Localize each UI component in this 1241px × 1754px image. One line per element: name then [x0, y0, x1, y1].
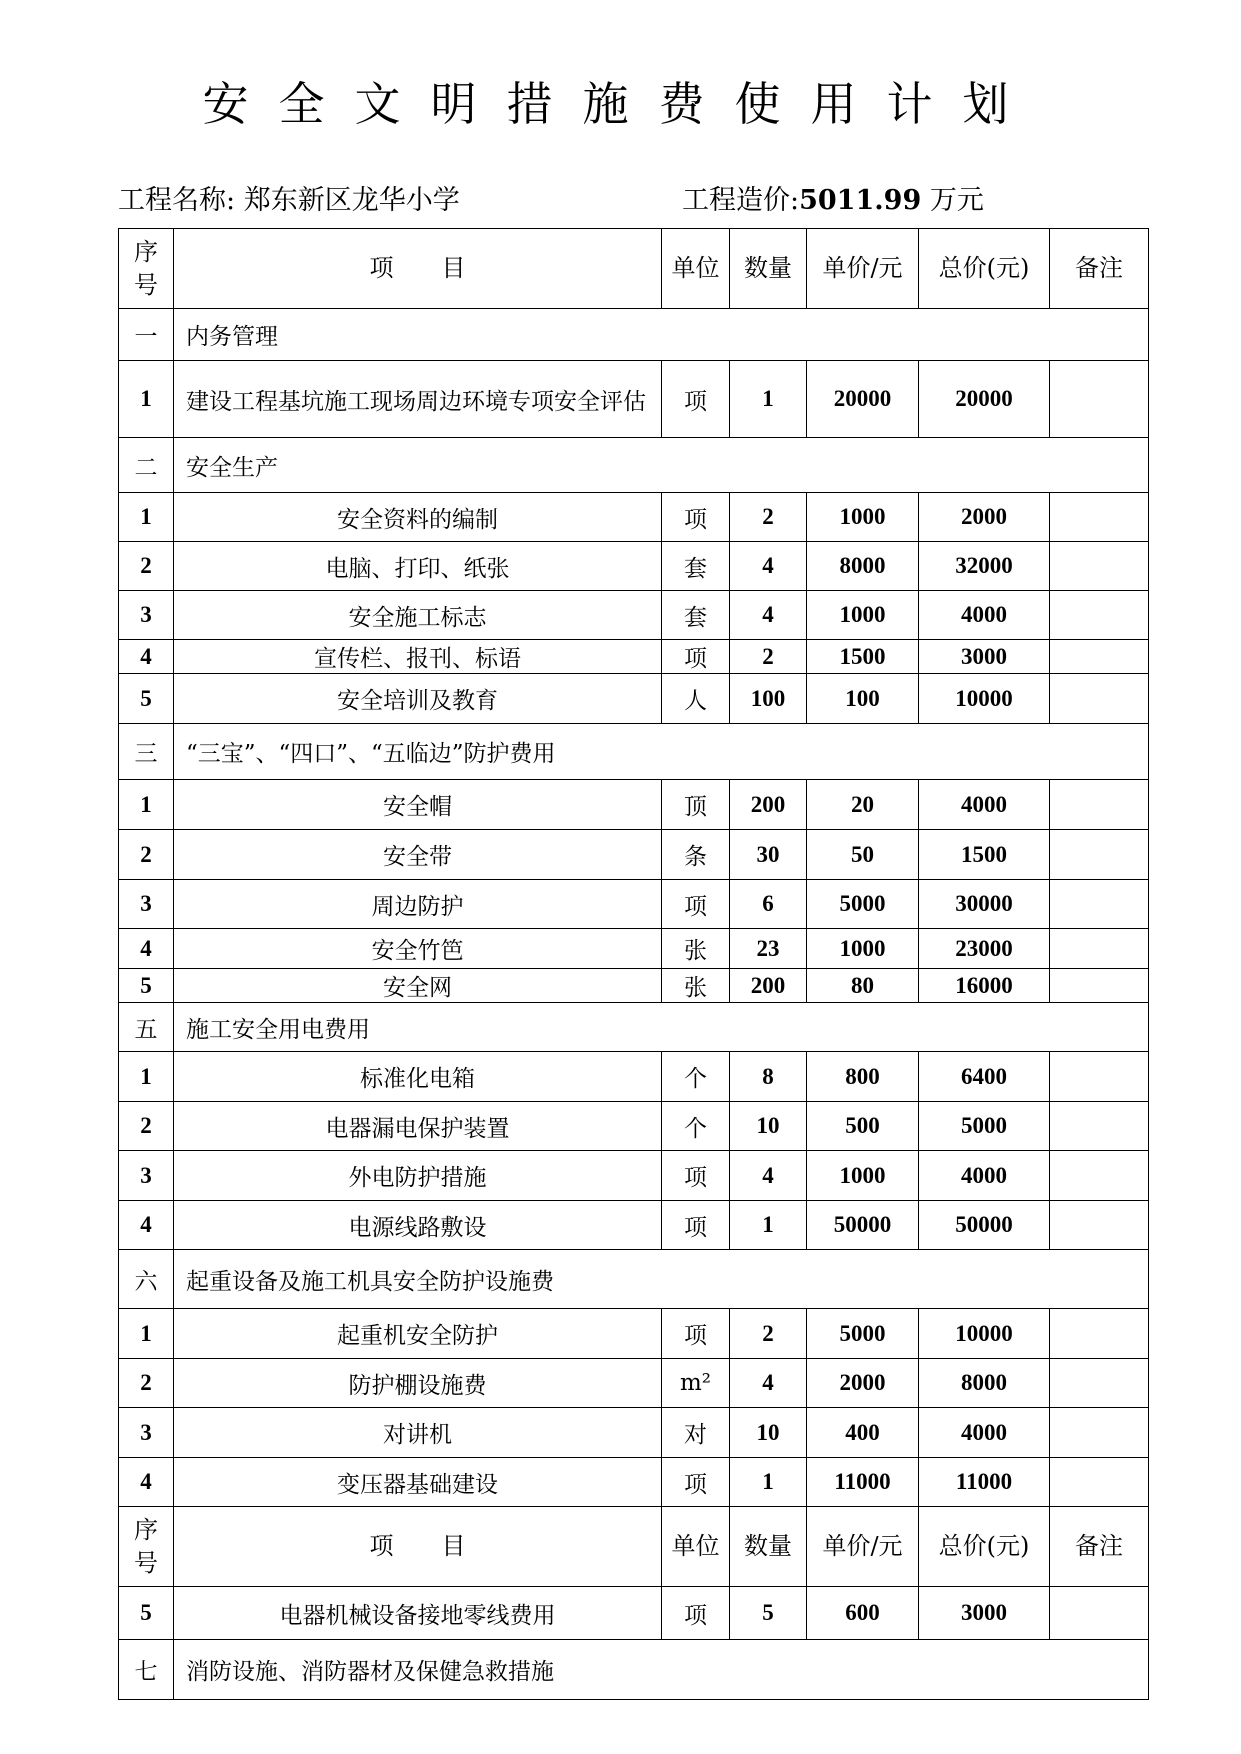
page-title: 安全文明措施费使用计划: [202, 77, 1039, 131]
row-qty: 1: [730, 1201, 807, 1250]
header-total: 总价(元): [919, 229, 1050, 309]
cost-plan-table: [118, 228, 1149, 1700]
table-row: [119, 880, 1149, 929]
row-unit: 项: [662, 1587, 730, 1640]
section-row: [119, 724, 1149, 780]
row-price: 500: [807, 1102, 919, 1151]
row-note: [1050, 591, 1149, 640]
table-row: [119, 1458, 1149, 1507]
row-note: [1050, 1359, 1149, 1408]
row-price: 600: [807, 1587, 919, 1640]
row-price: 1000: [807, 929, 919, 969]
table-row: [119, 1102, 1149, 1151]
table-row: [119, 1587, 1149, 1640]
row-qty: 23: [730, 929, 807, 969]
row-note: [1050, 929, 1149, 969]
row-price: 8000: [807, 542, 919, 591]
row-item: 安全施工标志: [174, 591, 662, 640]
header-note: 备注: [1050, 229, 1149, 309]
row-seq: 4: [119, 1201, 174, 1250]
row-price: 800: [807, 1052, 919, 1102]
row-seq: 1: [119, 361, 174, 438]
row-item: 安全带: [174, 830, 662, 880]
table-row: [119, 674, 1149, 724]
row-note: [1050, 1052, 1149, 1102]
row-price: 1000: [807, 493, 919, 542]
table-row: [119, 361, 1149, 438]
row-unit: 项: [662, 1309, 730, 1359]
row-item: 宣传栏、报刊、标语: [174, 640, 662, 674]
row-seq: 3: [119, 880, 174, 929]
row-price: 5000: [807, 880, 919, 929]
row-price: 50000: [807, 1201, 919, 1250]
table-header-row: [119, 229, 1149, 309]
row-total: 6400: [919, 1052, 1050, 1102]
section-row: [119, 1640, 1149, 1700]
row-note: [1050, 1309, 1149, 1359]
row-qty: 1: [730, 1458, 807, 1507]
row-unit: 项: [662, 1151, 730, 1201]
table-row: [119, 969, 1149, 1003]
section-row: [119, 1250, 1149, 1309]
row-unit: 套: [662, 591, 730, 640]
row-seq: 2: [119, 1359, 174, 1408]
row-item: 安全网: [174, 969, 662, 1003]
project-name: [118, 178, 460, 217]
row-note: [1050, 542, 1149, 591]
section-seq: 七: [119, 1640, 174, 1700]
row-total: 16000: [919, 969, 1050, 1003]
row-price: 1000: [807, 591, 919, 640]
row-qty: 4: [730, 1151, 807, 1201]
row-unit: 项: [662, 1458, 730, 1507]
row-total: 4000: [919, 591, 1050, 640]
row-total: 8000: [919, 1359, 1050, 1408]
header-qty: 数量: [730, 229, 807, 309]
row-qty: 10: [730, 1408, 807, 1458]
row-seq: 1: [119, 1052, 174, 1102]
row-price: 100: [807, 674, 919, 724]
table-header-row-repeat: [119, 1507, 1149, 1587]
section-row: [119, 1003, 1149, 1052]
row-seq: 1: [119, 780, 174, 830]
section-title: 起重设备及施工机具安全防护设施费: [174, 1250, 1149, 1309]
row-price: 20000: [807, 361, 919, 438]
table-row: [119, 640, 1149, 674]
row-total: 11000: [919, 1458, 1050, 1507]
row-unit: 套: [662, 542, 730, 591]
row-item: 周边防护: [174, 880, 662, 929]
row-item: 起重机安全防护: [174, 1309, 662, 1359]
row-qty: 2: [730, 493, 807, 542]
row-unit: 项: [662, 880, 730, 929]
row-total: 10000: [919, 1309, 1050, 1359]
row-qty: 2: [730, 1309, 807, 1359]
table-row: [119, 1408, 1149, 1458]
row-qty: 200: [730, 780, 807, 830]
header-price: 单价/元: [807, 229, 919, 309]
row-seq: 4: [119, 640, 174, 674]
row-total: 32000: [919, 542, 1050, 591]
section-title: “三宝”、“四口”、“五临边”防护费用: [174, 724, 1149, 780]
header-unit: 单位: [662, 229, 730, 309]
section-seq: 二: [119, 438, 174, 493]
row-price: 11000: [807, 1458, 919, 1507]
row-qty: 4: [730, 591, 807, 640]
row-total: 3000: [919, 1587, 1050, 1640]
table-row: [119, 1151, 1149, 1201]
row-qty: 5: [730, 1587, 807, 1640]
row-qty: 200: [730, 969, 807, 1003]
row-total: 2000: [919, 493, 1050, 542]
row-unit: 个: [662, 1102, 730, 1151]
row-price: 20: [807, 780, 919, 830]
row-note: [1050, 674, 1149, 724]
row-unit: 项: [662, 493, 730, 542]
section-title: 消防设施、消防器材及保健急救措施: [174, 1640, 1149, 1700]
row-total: 4000: [919, 1408, 1050, 1458]
row-qty: 1: [730, 361, 807, 438]
table-row: [119, 1309, 1149, 1359]
row-item: 防护棚设施费: [174, 1359, 662, 1408]
row-item: 安全培训及教育: [174, 674, 662, 724]
section-title: 施工安全用电费用: [174, 1003, 1149, 1052]
row-seq: 2: [119, 1102, 174, 1151]
section-row: [119, 309, 1149, 361]
row-unit: 张: [662, 929, 730, 969]
row-note: [1050, 1151, 1149, 1201]
section-seq: 六: [119, 1250, 174, 1309]
row-unit: 个: [662, 1052, 730, 1102]
row-qty: 4: [730, 1359, 807, 1408]
section-row: [119, 438, 1149, 493]
header-qty: 数量: [730, 1507, 807, 1587]
row-note: [1050, 493, 1149, 542]
row-unit: 张: [662, 969, 730, 1003]
row-seq: 1: [119, 1309, 174, 1359]
row-item: 外电防护措施: [174, 1151, 662, 1201]
row-price: 5000: [807, 1309, 919, 1359]
table-row: [119, 1052, 1149, 1102]
row-item: 电脑、打印、纸张: [174, 542, 662, 591]
project-cost-value: 5011.99: [799, 185, 922, 216]
row-item: 变压器基础建设: [174, 1458, 662, 1507]
table-row: [119, 591, 1149, 640]
row-seq: 5: [119, 1587, 174, 1640]
table-row: [119, 1359, 1149, 1408]
row-price: 80: [807, 969, 919, 1003]
row-qty: 6: [730, 880, 807, 929]
row-seq: 3: [119, 1151, 174, 1201]
table-row: [119, 542, 1149, 591]
row-seq: 5: [119, 969, 174, 1003]
row-unit: m²: [662, 1359, 730, 1408]
row-item: 电器漏电保护装置: [174, 1102, 662, 1151]
section-seq: 一: [119, 309, 174, 361]
header-item: 项 目: [174, 1507, 662, 1587]
row-price: 400: [807, 1408, 919, 1458]
row-total: 30000: [919, 880, 1050, 929]
row-qty: 100: [730, 674, 807, 724]
row-qty: 8: [730, 1052, 807, 1102]
row-item: 标准化电箱: [174, 1052, 662, 1102]
row-unit: 人: [662, 674, 730, 724]
row-total: 4000: [919, 1151, 1050, 1201]
row-seq: 1: [119, 493, 174, 542]
row-note: [1050, 1458, 1149, 1507]
row-note: [1050, 1201, 1149, 1250]
table-row: [119, 1201, 1149, 1250]
row-seq: 3: [119, 591, 174, 640]
project-cost-label: 工程造价:: [682, 185, 800, 216]
row-total: 3000: [919, 640, 1050, 674]
row-item: 安全竹笆: [174, 929, 662, 969]
row-price: 2000: [807, 1359, 919, 1408]
section-seq: 五: [119, 1003, 174, 1052]
row-seq: 5: [119, 674, 174, 724]
section-title: 内务管理: [174, 309, 1149, 361]
row-unit: 项: [662, 1201, 730, 1250]
row-total: 20000: [919, 361, 1050, 438]
row-unit: 条: [662, 830, 730, 880]
row-item: 安全帽: [174, 780, 662, 830]
row-note: [1050, 880, 1149, 929]
section-seq: 三: [119, 724, 174, 780]
row-note: [1050, 640, 1149, 674]
row-seq: 3: [119, 1408, 174, 1458]
row-price: 1000: [807, 1151, 919, 1201]
row-item: 安全资料的编制: [174, 493, 662, 542]
row-qty: 10: [730, 1102, 807, 1151]
header-seq: 序号: [119, 229, 174, 309]
row-total: 5000: [919, 1102, 1050, 1151]
row-seq: 4: [119, 1458, 174, 1507]
header-note: 备注: [1050, 1507, 1149, 1587]
row-item: 电器机械设备接地零线费用: [174, 1587, 662, 1640]
row-total: 23000: [919, 929, 1050, 969]
table-row: [119, 780, 1149, 830]
section-title: 安全生产: [174, 438, 1149, 493]
row-total: 50000: [919, 1201, 1050, 1250]
row-total: 4000: [919, 780, 1050, 830]
project-name-value: 郑东新区龙华小学: [243, 185, 460, 216]
row-seq: 2: [119, 542, 174, 591]
row-note: [1050, 1102, 1149, 1151]
row-qty: 4: [730, 542, 807, 591]
table-row: [119, 929, 1149, 969]
row-item: 建设工程基坑施工现场周边环境专项安全评估: [174, 361, 662, 438]
row-note: [1050, 780, 1149, 830]
row-item: 电源线路敷设: [174, 1201, 662, 1250]
header-total: 总价(元): [919, 1507, 1050, 1587]
header-unit: 单位: [662, 1507, 730, 1587]
row-note: [1050, 361, 1149, 438]
table-row: [119, 830, 1149, 880]
row-qty: 2: [730, 640, 807, 674]
row-item: 对讲机: [174, 1408, 662, 1458]
row-note: [1050, 1408, 1149, 1458]
table-row: [119, 493, 1149, 542]
row-seq: 2: [119, 830, 174, 880]
row-unit: 项: [662, 640, 730, 674]
project-cost-unit: 万元: [929, 185, 984, 216]
header-item: 项 目: [174, 229, 662, 309]
row-note: [1050, 969, 1149, 1003]
row-price: 50: [807, 830, 919, 880]
row-total: 1500: [919, 830, 1050, 880]
row-unit: 项: [662, 361, 730, 438]
row-qty: 30: [730, 830, 807, 880]
row-unit: 顶: [662, 780, 730, 830]
header-price: 单价/元: [807, 1507, 919, 1587]
header-seq: 序号: [119, 1507, 174, 1587]
project-name-label: 工程名称:: [118, 185, 236, 216]
row-note: [1050, 1587, 1149, 1640]
row-note: [1050, 830, 1149, 880]
row-unit: 对: [662, 1408, 730, 1458]
project-cost: [682, 178, 984, 217]
row-seq: 4: [119, 929, 174, 969]
row-total: 10000: [919, 674, 1050, 724]
row-price: 1500: [807, 640, 919, 674]
